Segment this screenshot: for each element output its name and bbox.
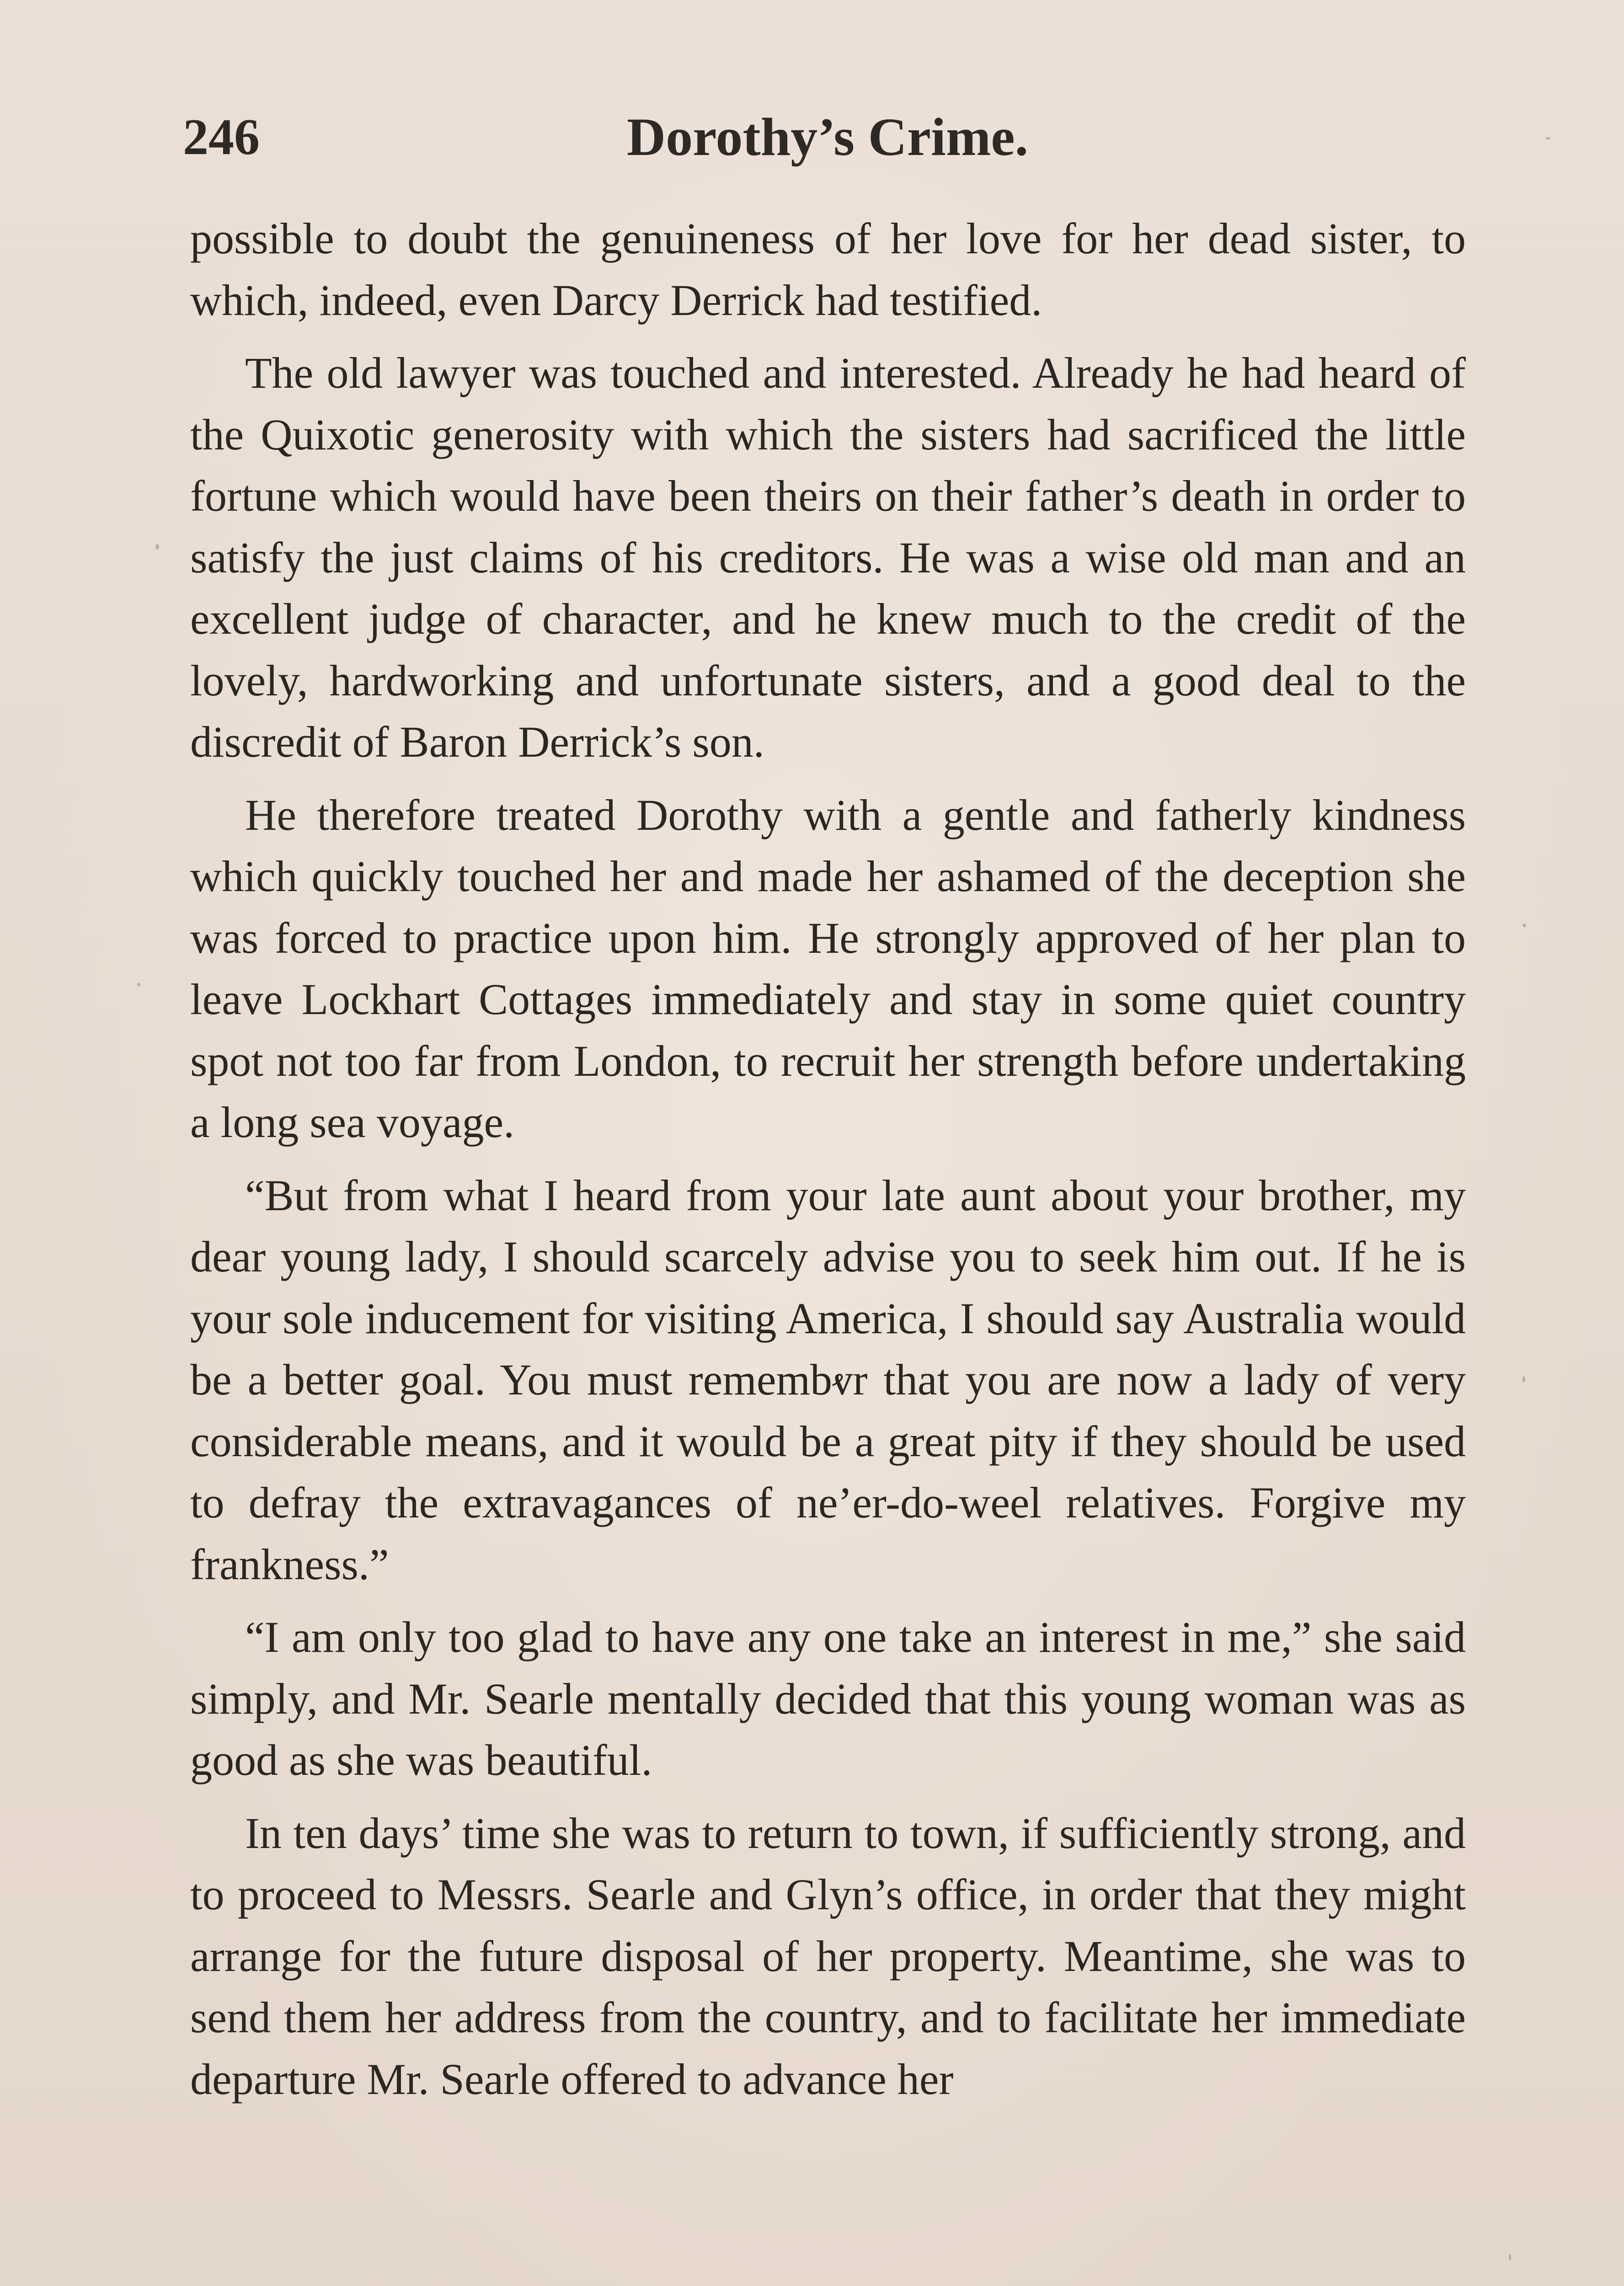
running-title: Dorothy’s Crime. (626, 107, 1029, 167)
paragraph: He therefore treated Dorothy with a gentle and fatherly kindness which quickly touched her and made her ashamed of the deception she was forced to practice upon him. He strongly approved of her plan to leave Lockhart Cottages immediately and stay in some quiet country spot not too far from London, to recruit her strength before undertaking a long sea voyage. (190, 790, 1466, 1147)
page-number: 246 (183, 109, 260, 166)
paragraph-continued: possible to doubt the genuineness of her love for her dead sister, to which, indeed, even Darcy Derrick had testified. (190, 214, 1466, 325)
paragraph: “I am only too glad to have any one take an interest in me,” she said simply, and Mr. Searle mentally decided that this young woman was as good as she was beautiful. (190, 1613, 1466, 1784)
paragraph: “But from what I heard from your late aunt about your brother, my dear young lady, I should scarcely advise you to seek him out. If he is your sole inducement for visiting America, I should say Australia would be a better goal. You must remembⱴr that you are now a lady of very considerable means, and it would be a great pity if they should be used to defray the extravagances of ne’er-do-weel relatives. Forgive my frankness.” (190, 1170, 1466, 1589)
paragraph: The old lawyer was touched and interested. Already he had heard of the Quixotic generosity with which the sisters had sacrificed the little fortune which would have been theirs on their father’s death in order to satisfy the just claims of his creditors. He was a wise old man and an excellent judge of character, and he knew much to the credit of the lovely, hardworking and unfortunate sisters, and a good deal to the discredit of Baron Derrick’s son. (190, 348, 1466, 766)
body-text (190, 208, 1466, 2110)
paragraph: In ten days’ time she was to return to town, if sufficiently strong, and to proceed to Messrs. Searle and Glyn’s office, in order that they might arrange for the future disposal of her property. Meantime, she was to send them her address from the country, and to facilitate her immediate departure Mr. Searle offered to advance her (190, 1808, 1466, 2104)
page-header (183, 103, 1472, 171)
